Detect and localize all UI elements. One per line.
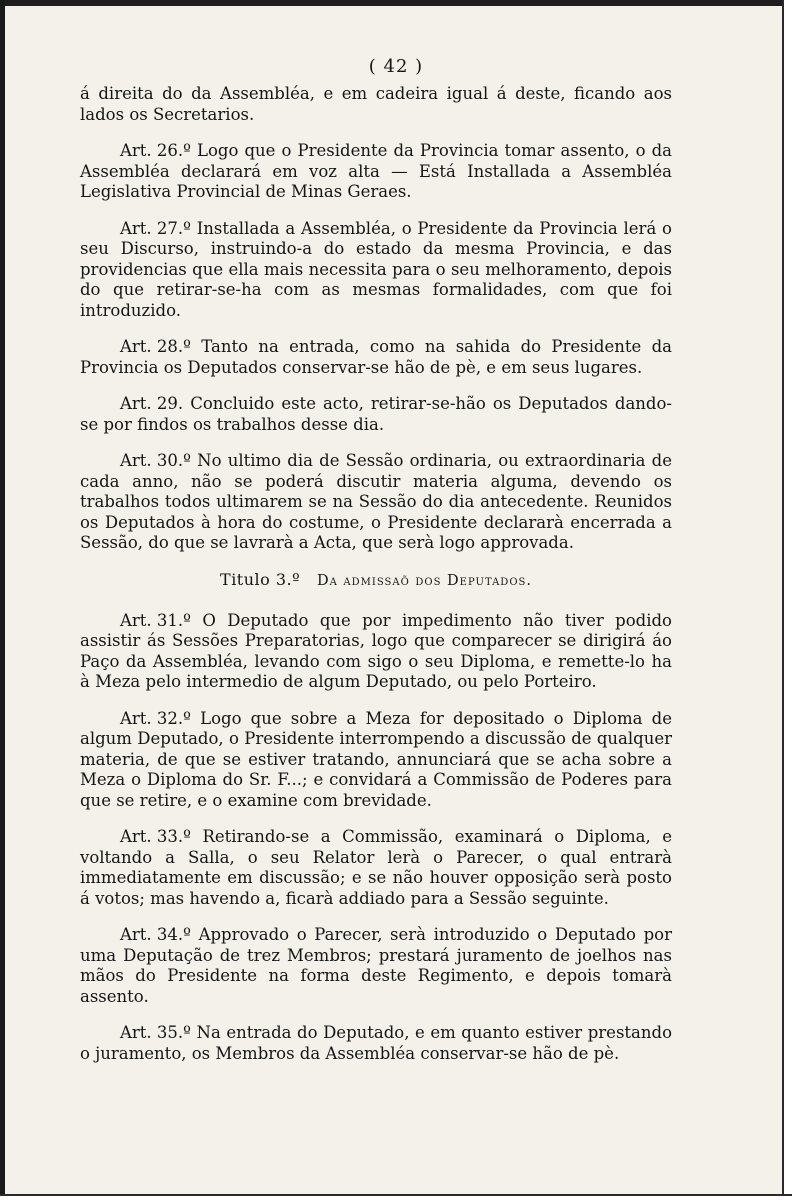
scan-border-top	[0, 0, 792, 6]
page-body	[80, 84, 672, 1080]
article-text: O Deputado que por impedimento não tiver podido assistir ás Sessões Preparatorias, logo que comparecer se dirigirá áo Paço da Assembléa, levando com sigo o seu Diploma, e remette-lo ha à Meza pelo intermedio de algum Deputado, ou pelo Porteiro.	[80, 610, 672, 691]
article-28	[80, 337, 672, 378]
article-32	[80, 709, 672, 812]
section-title	[80, 570, 672, 591]
article-text: Logo que sobre a Meza for depositado o Diploma de algum Deputado, o Presidente interrompendo a discussão de qualquer materia, de que se estiver tratando, annunciará que se acha sobre a Meza o Diploma do Sr. F...; e convidará a Commissão de Poderes para que se retire, e o examine com brevidade.	[80, 708, 673, 810]
article-text: Installada a Assembléa, o Presidente da Provincia lerá o seu Discurso, instruindo-a do estado da mesma Provincia, e das providencias que ella mais necessita para o seu melhoramento, depois do que retirar-se-ha com as mesmas formalidades, com que foi introduzido.	[80, 218, 672, 320]
article-26	[80, 141, 672, 203]
article-number: Art. 27.º	[120, 218, 191, 238]
article-text: Concluido este acto, retirar-se-hão os Deputados dando-se por findos os trabalhos desse dia.	[80, 394, 673, 434]
article-number: Art. 26.º	[120, 141, 191, 160]
article-30	[80, 451, 672, 554]
section-title-subject: Da admissaõ dos Deputados.	[316, 572, 532, 589]
article-text: Approvado o Parecer, serà introduzido o Deputado por uma Deputação de trez Membros; prestará juramento de joelhos nas mãos do Presidente na forma deste Regimento, e depois tomarà assento.	[80, 925, 672, 1006]
article-number: Art. 28.º	[120, 337, 191, 356]
article-text: Na entrada do Deputado, e em quanto estiver prestando o juramento, os Membros da Assembléa conservar-se hão de pè.	[80, 1023, 673, 1063]
article-text: Retirando-se a Commissão, examinará o Diploma, e voltando a Salla, o seu Relator lerà o Parecer, o qual entrarà immediatamente em discussão; e se não houver opposição serà posto á votos; mas havendo a, ficarà addiado para a Sessão seguinte.	[80, 827, 672, 908]
article-number: Art. 33.º	[120, 827, 191, 846]
article-number: Art. 31.º	[120, 610, 191, 630]
article-number: Art. 29.	[120, 394, 184, 413]
article-34	[80, 925, 672, 1007]
article-text: Logo que o Presidente da Provincia tomar assento, o da Assembléa declarará em voz alta — Está Installada a Assembléa Legislativa Provincial de Minas Geraes.	[80, 141, 672, 201]
paragraph-continuation	[80, 84, 672, 125]
article-29	[80, 394, 672, 435]
article-number: Art. 35.º	[120, 1023, 191, 1042]
scan-border-right	[782, 0, 792, 1200]
article-text: Tanto na entrada, como na sahida do Presidente da Provincia os Deputados conservar-se hão de pè, e em seus lugares.	[80, 337, 672, 377]
article-number: Art. 30.º	[120, 451, 191, 470]
section-title-label: Titulo 3.º	[220, 569, 301, 589]
scan-border-left	[0, 0, 5, 1200]
scan-border-bottom	[0, 1194, 792, 1200]
article-27	[80, 219, 672, 322]
article-31	[80, 611, 672, 693]
article-33	[80, 827, 672, 909]
article-text: No ultimo dia de Sessão ordinaria, ou extraordinaria de cada anno, não se poderá discutir materia alguma, devendo os trabalhos todos ultimarem se na Sessão do dia antecedente. Reunidos os Deputados à hora do costume, o Presidente declararà encerrada a Sessão, do que se lavrarà a Acta, que serà logo approvada.	[80, 451, 673, 552]
page-number: ( 42 )	[368, 56, 424, 77]
article-35	[80, 1023, 672, 1064]
paragraph-text: á direita do da Assembléa, e em cadeira igual á deste, ficando aos lados os Secretarios.	[80, 84, 672, 124]
article-number: Art. 34.º	[120, 925, 191, 944]
article-number: Art. 32.º	[120, 708, 191, 728]
